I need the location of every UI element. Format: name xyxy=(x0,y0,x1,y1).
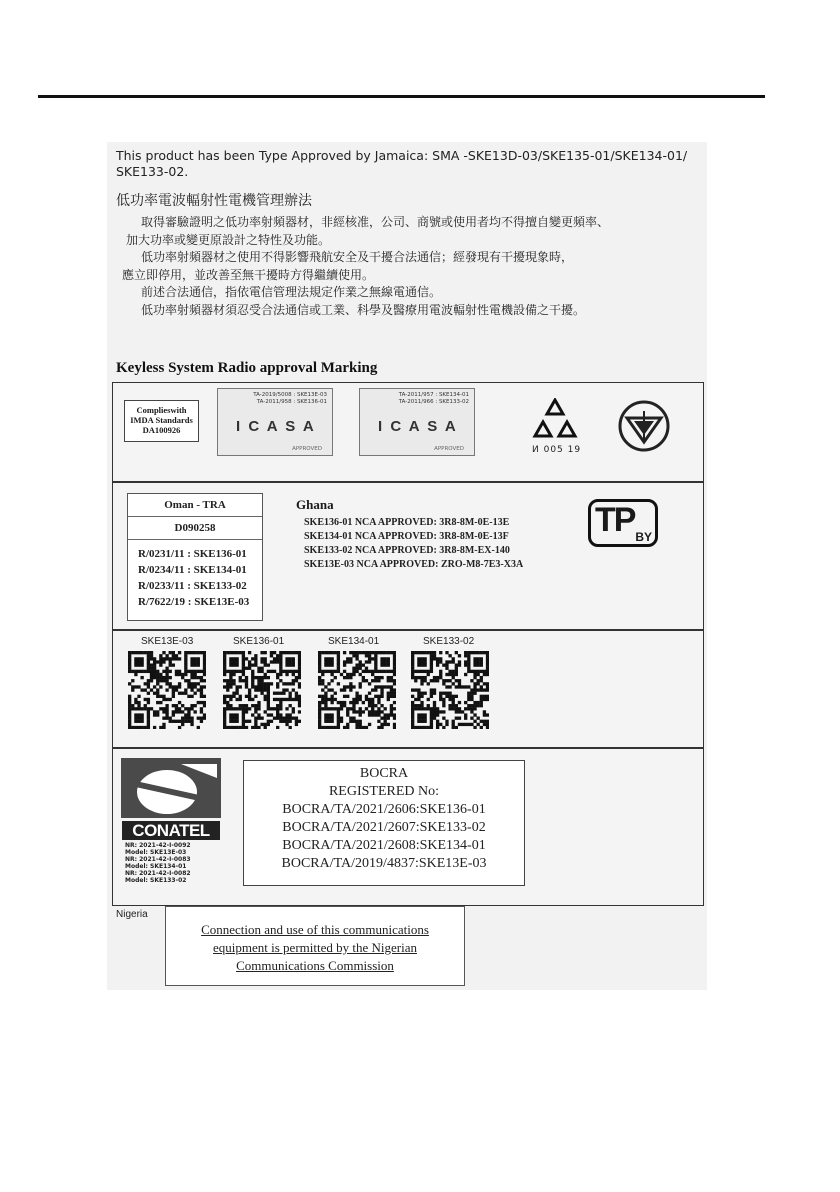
marks-row-1 xyxy=(112,382,704,482)
conatel-logo-icon xyxy=(121,758,221,818)
conatel-reg-line: NR: 2021-42-I-0092 xyxy=(125,842,191,849)
ghana-approvals xyxy=(304,516,523,572)
qr-code-icon xyxy=(223,651,301,729)
qr-label: SKE136-01 xyxy=(233,636,285,647)
bocra-line: BOCRA/TA/2021/2608:SKE134-01 xyxy=(282,838,486,853)
ghana-title: Ghana xyxy=(296,497,334,512)
oman-reg-line: R/7622/19 : SKE13E-03 xyxy=(138,596,250,608)
icasa-badge xyxy=(217,388,333,456)
ukraine-triangle-mark-icon xyxy=(532,398,578,442)
taiwan-line: 加大功率或變更原設計之特性及功能。 xyxy=(126,232,331,247)
oman-reg-line: R/0233/11 : SKE133-02 xyxy=(138,580,247,592)
icasa-ta-line: TA-2011/957 : SKE134-01 xyxy=(398,392,469,398)
conatel-bocra-row xyxy=(112,748,704,906)
icasa-logo: I C A S A xyxy=(378,418,458,435)
taiwan-section xyxy=(107,142,707,357)
conatel-reg-line: Model: SKE134-01 xyxy=(125,863,187,870)
icasa-ta-numbers xyxy=(253,392,327,405)
nigeria-box xyxy=(165,906,465,986)
regulatory-scan xyxy=(107,142,707,990)
imda-badge xyxy=(124,400,199,442)
bocra-box xyxy=(243,760,525,886)
conatel-reg-line: Model: SKE133-02 xyxy=(125,877,187,884)
icasa-badge xyxy=(359,388,475,456)
marks-row-2 xyxy=(112,482,704,630)
icasa-logo: I C A S A xyxy=(236,418,316,435)
bocra-line: REGISTERED No: xyxy=(328,784,440,799)
qr-label: SKE134-01 xyxy=(328,636,380,647)
keyless-heading: Keyless System Radio approval Marking xyxy=(116,360,378,376)
qr-code-icon xyxy=(411,651,489,729)
icasa-approved: APPROVED xyxy=(292,446,322,452)
icasa-ta-line: TA-2011/958 : SKE136-01 xyxy=(256,398,327,405)
taiwan-line: 低功率射頻器材須忍受合法通信或工業、科學及醫療用電波輻射性電機設備之干擾。 xyxy=(141,302,586,317)
imda-line: Complieswith xyxy=(136,405,187,415)
qr-code-icon xyxy=(318,651,396,729)
ukraine-mark-code: И 005 19 xyxy=(532,445,582,455)
icasa-ta-line: TA-2011/966 : SKE133-02 xyxy=(398,398,469,405)
oman-reg-line: R/0231/11 : SKE136-01 xyxy=(138,548,247,560)
taiwan-title: 低功率電波輻射性電機管理辦法 xyxy=(116,193,312,209)
tp-mark-main: TP xyxy=(595,501,635,539)
tp-mark-sub: BY xyxy=(635,530,652,544)
oman-registrations xyxy=(128,540,262,610)
header-rule xyxy=(38,95,765,98)
bocra-line: BOCRA xyxy=(359,766,409,781)
bocra-line: BOCRA/TA/2019/4837:SKE13E-03 xyxy=(281,856,487,871)
conatel-wordmark: CONATEL xyxy=(122,821,220,840)
ghana-line: SKE136-01 NCA APPROVED: 3R8-8M-0E-13E xyxy=(304,517,510,528)
conatel-reg-line: Model: SKE13E-03 xyxy=(125,849,187,856)
conatel-registrations xyxy=(125,842,191,884)
taiwan-body xyxy=(122,214,707,319)
oman-tra-box xyxy=(127,493,263,621)
nigeria-line: Communications Commission xyxy=(236,958,394,973)
ghana-line: SKE134-01 NCA APPROVED: 3R8-8M-0E-13F xyxy=(304,531,509,542)
taiwan-line: 取得審驗證明之低功率射頻器材，非經核准，公司、商號或使用者均不得擅自變更頻率、 xyxy=(141,215,610,229)
qr-label: SKE133-02 xyxy=(423,636,475,647)
imda-line: IMDA Standards xyxy=(130,415,193,425)
icasa-ta-line: TA-2019/5008 : SKE13E-03 xyxy=(253,392,327,398)
bocra-line: BOCRA/TA/2021/2607:SKE133-02 xyxy=(282,820,486,835)
imda-line: DA100926 xyxy=(142,425,181,435)
icasa-approved: APPROVED xyxy=(434,446,464,452)
nigeria-line: equipment is permitted by the Nigerian xyxy=(213,940,417,955)
bocra-line: BOCRA/TA/2021/2606:SKE136-01 xyxy=(282,802,486,817)
ukraine-conformity-mark-icon xyxy=(617,399,671,453)
jamaica-approval-text: This product has been Type Approved by Jamaica: SMA -SKE13D-03/SKE135-01/SKE134-01/ SKE133-02. xyxy=(116,148,688,179)
qr-label: SKE13E-03 xyxy=(141,636,194,647)
taiwan-line: 應立即停用，並改善至無干擾時方得繼續使用。 xyxy=(122,267,375,282)
oman-reg-line: R/0234/11 : SKE134-01 xyxy=(138,564,247,576)
icasa-ta-numbers xyxy=(399,392,469,405)
conatel-reg-line: NR: 2021-42-I-0082 xyxy=(125,870,191,877)
tp-by-mark xyxy=(588,499,658,547)
conatel-reg-line: NR: 2021-42-I-0083 xyxy=(125,856,191,863)
nigeria-label: Nigeria xyxy=(116,909,148,920)
ghana-line: SKE13E-03 NCA APPROVED: ZRO-M8-7E3-X3A xyxy=(304,559,524,570)
taiwan-line: 前述合法通信，指依電信管理法規定作業之無線電通信。 xyxy=(141,285,442,299)
qr-row xyxy=(112,630,704,748)
nigeria-line: Connection and use of this communications xyxy=(201,922,429,937)
oman-title: Oman - TRA xyxy=(128,494,262,517)
ghana-line: SKE133-02 NCA APPROVED: 3R8-8M-EX-140 xyxy=(304,545,510,556)
oman-dealer: D090258 xyxy=(128,517,262,540)
taiwan-line: 低功率射頻器材之使用不得影響飛航安全及干擾合法通信；經發現有干擾現象時， xyxy=(141,250,574,264)
qr-code-icon xyxy=(128,651,206,729)
